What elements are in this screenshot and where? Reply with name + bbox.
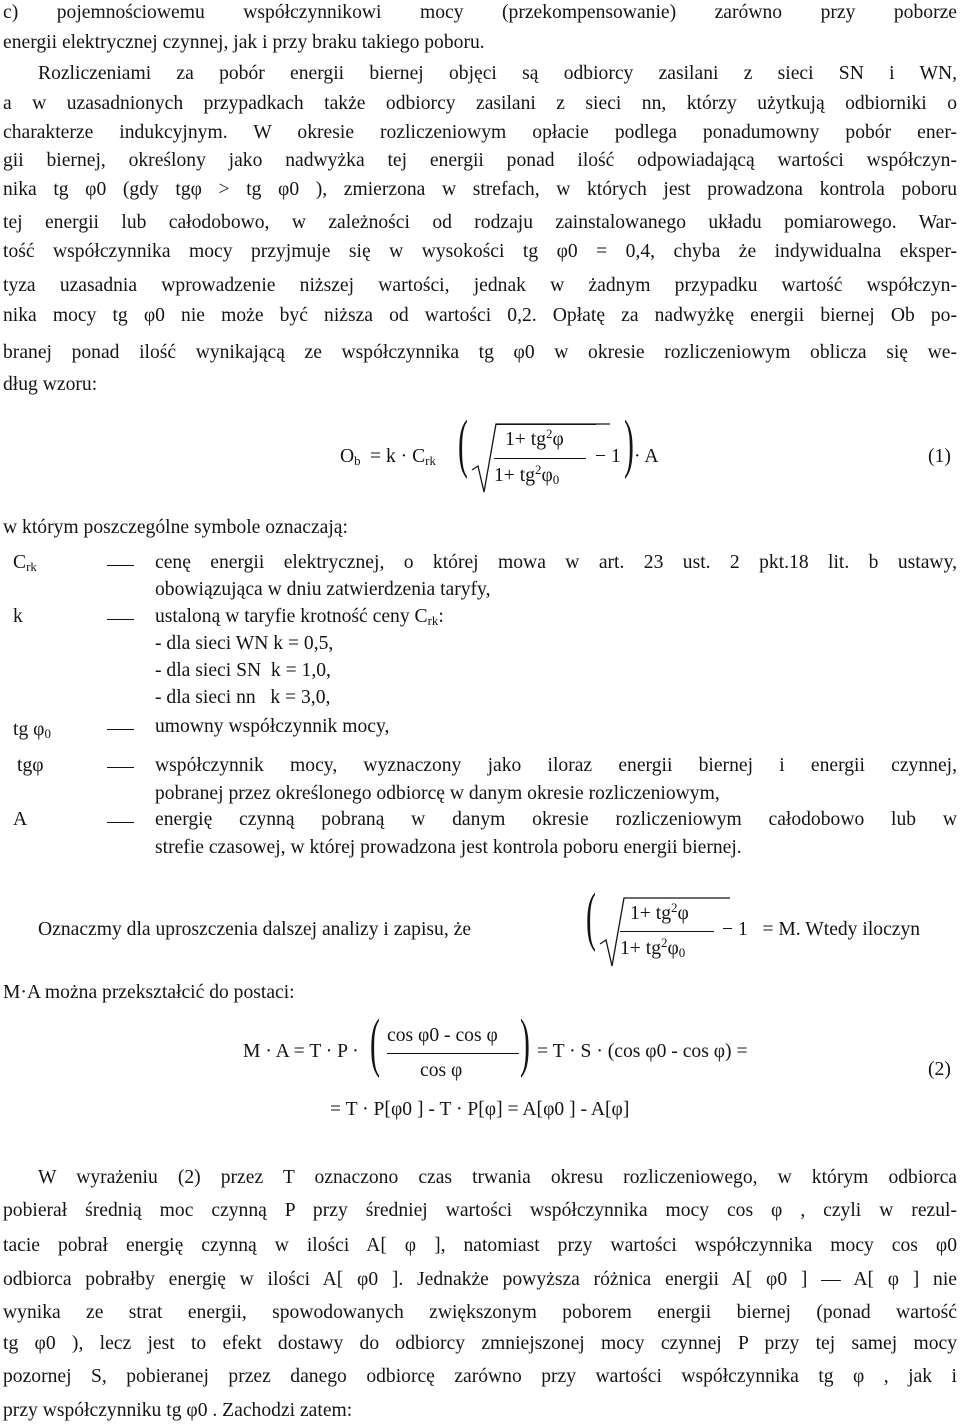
- paragraph-text: Oznaczmy dla uproszczenia dalszej analizy i zapisu, że: [38, 919, 472, 940]
- paragraph-line: energii elektrycznej czynnej, jak i przy braku takiego poboru.: [3, 32, 485, 53]
- eq2-denominator: cos φ: [420, 1060, 463, 1081]
- paragraph-text: − 1 = M. Wtedy iloczyn: [722, 919, 921, 940]
- fraction-bar: [494, 458, 586, 459]
- paragraph-line: wynika ze strat energii, spowodowanych zwiększonym poborem energii biernej (ponad wartość: [3, 1302, 957, 1323]
- symbol-term: tg $\varphi_0$: [13, 719, 51, 742]
- paragraph-line: charakterze indukcyjnym. W okresie rozliczeniowym opłacie podlega ponadumowny pobór ener-: [3, 122, 957, 143]
- em-dash: [107, 565, 134, 566]
- eq1-minus-one: − 1: [595, 446, 621, 467]
- equation-number: (2): [928, 1059, 951, 1080]
- symbol-definition: - dla sieci SN k = 1,0,: [155, 660, 331, 681]
- m-denominator: $1+ tg^2\varphi_0$: [620, 934, 686, 961]
- eq1-numerator: $1+ tg^2\varphi$: [505, 425, 564, 450]
- symbol-definition: współczynnik mocy, wyznaczony jako iloraz energii biernej i energii czynnej,: [155, 755, 957, 776]
- eq2-line2: = T · P[φ0 ] - T · P[φ] = A[φ0 ] - A[φ]: [330, 1099, 630, 1120]
- paragraph-line: odbiorca pobrałby energię w ilości A[ φ0 ]. Jednakże powyższa różnica energii A[ φ0 ] — A[ φ ] nie: [3, 1269, 957, 1290]
- paragraph-line: pobierał średnią moc czynną P przy średniej wartości współczynnika mocy cos φ , czyli w rezul-: [3, 1200, 957, 1221]
- em-dash: [107, 822, 134, 823]
- m-numerator: $1+ tg^2\varphi$: [630, 899, 689, 924]
- symbol-definition: strefie czasowej, w której prowadzona jest kontrola poboru energii biernej.: [155, 837, 742, 858]
- paragraph-line: pozornej S, pobieranej przez danego odbiorcę zarówno przy wartości współczynnika tg φ , jak i: [3, 1366, 957, 1387]
- eq1-times-a: · A: [634, 446, 659, 467]
- eq2-left-paren: (: [370, 1006, 380, 1079]
- paragraph-line: tyza uzasadnia wprowadzenie niższej wartości, jednak w żadnym przypadku wartość współczyn-: [3, 275, 957, 296]
- eq2-right-paren: ): [520, 1006, 530, 1079]
- eq2-rhs: = T · S · (cos φ0 - cos φ) =: [537, 1041, 748, 1062]
- em-dash: [107, 767, 134, 768]
- eq1-k-c: = $k \cdot C_{rk}$: [370, 446, 436, 469]
- symbol-term: tgφ: [17, 755, 44, 776]
- eq1-denominator: $1+ tg^2\varphi_0$: [494, 461, 560, 488]
- paragraph-line: Rozliczeniami za pobór energii biernej objęci są odbiorcy zasilani z sieci SN i WN,: [38, 63, 957, 84]
- paragraph-line: branej ponad ilość wynikającą ze współczynnika tg φ0 w okresie rozliczeniowym oblicza się we-: [3, 342, 957, 363]
- sqrt-symbol: [470, 420, 500, 500]
- eq2-numerator: cos φ0 - cos φ: [387, 1025, 498, 1046]
- paragraph-line: tość współczynnika mocy przyjmuje się w wysokości tg φ0 = 0,4, chyba że indywidualna eksper-: [3, 241, 957, 262]
- m-left-paren: (: [586, 880, 596, 953]
- paragraph-line: gii biernej, określony jako nadwyżka tej energii ponad ilość odpowiadającą wartości współczyn-: [3, 150, 957, 171]
- eq1-right-paren: ): [624, 407, 634, 480]
- symbol-definition: obowiązująca w dniu zatwierdzenia taryfy,: [155, 579, 491, 600]
- paragraph-line: W wyrażeniu (2) przez T oznaczono czas trwania okresu rozliczeniowego, w którym odbiorca: [38, 1167, 957, 1188]
- symbol-definition: pobranej przez określonego odbiorcę w danym okresie rozliczeniowym,: [155, 783, 720, 804]
- symbol-definition: - dla sieci WN k = 0,5,: [155, 633, 334, 654]
- symbol-definition: umowny współczynnik mocy,: [155, 716, 390, 737]
- paragraph-line: tg φ0 ), lecz jest to efekt dostawy do odbiorcy zmniejszonej mocy czynnej P przy tej samej mocy: [3, 1333, 957, 1354]
- paragraph-line: dług wzoru:: [3, 374, 98, 395]
- paragraph-line: a w uzasadnionych przypadkach także odbiorcy zasilani z sieci nn, którzy użytkują odbiorniki o: [3, 93, 957, 114]
- paragraph-line: tacie pobrał energię czynną w ilości A[ φ ], natomiast przy wartości współczynnika mocy cos φ0: [3, 1235, 957, 1256]
- symbol-term: $C_{rk}$: [13, 552, 37, 575]
- symbol-definition: ustaloną w taryfie krotność ceny $C_{rk}$:: [155, 606, 444, 629]
- paragraph-line: nika tg φ0 (gdy tgφ > tg φ0 ), zmierzona w strefach, w których jest prowadzona kontrola poboru: [3, 179, 957, 200]
- symbol-term: A: [13, 809, 28, 830]
- symbol-term: k: [13, 606, 23, 627]
- paragraph-line: tej energii lub całodobowo, w zależności od rodzaju zainstalowanego układu pomiarowego. War-: [3, 212, 957, 233]
- fraction-bar: [387, 1053, 519, 1054]
- sqrt-symbol: [598, 894, 628, 974]
- symbol-definition: energię czynną pobraną w danym okresie rozliczeniowym całodobowo lub w: [155, 809, 957, 830]
- em-dash: [107, 619, 134, 620]
- symbol-definition: - dla sieci nn k = 3,0,: [155, 687, 331, 708]
- eq1-lhs: $O_b$: [340, 446, 361, 469]
- symbols-intro: w którym poszczególne symbole oznaczają:: [3, 517, 348, 538]
- em-dash: [107, 729, 134, 730]
- fraction-bar: [620, 931, 714, 932]
- eq2-lhs: M · A = T · P ·: [243, 1041, 359, 1062]
- equation-number: (1): [928, 446, 951, 467]
- paragraph-line: nika mocy tg φ0 nie może być niższa od wartości 0,2. Opłatę za nadwyżkę energii biernej Ob po-: [3, 305, 957, 326]
- paragraph-line: M·A można przekształcić do postaci:: [3, 982, 295, 1003]
- symbol-definition: cenę energii elektrycznej, o której mowa w art. 23 ust. 2 pkt.18 lit. b ustawy,: [155, 552, 957, 573]
- paragraph-line: c) pojemnościowemu współczynnikowi mocy (przekompensowanie) zarówno przy poborze: [3, 2, 957, 23]
- paragraph-line: przy współczynniku tg φ0 . Zachodzi zatem:: [3, 1400, 353, 1421]
- eq1-left-paren: (: [458, 407, 468, 480]
